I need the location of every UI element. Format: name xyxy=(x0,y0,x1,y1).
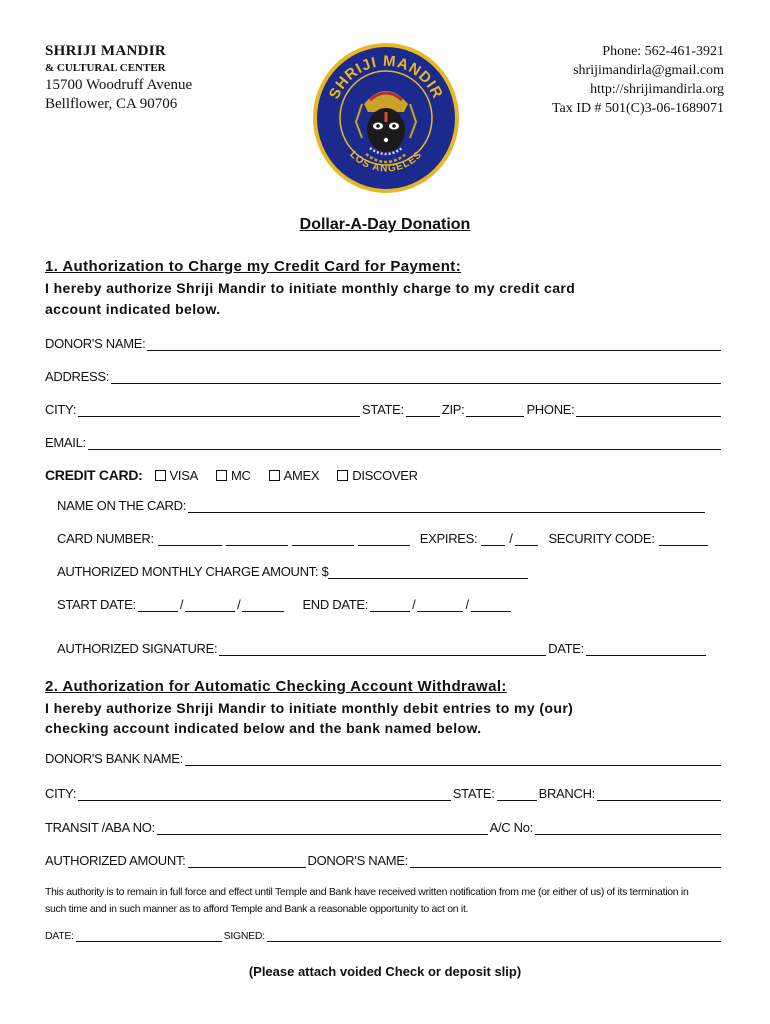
zip-field[interactable] xyxy=(466,404,524,417)
org-subtitle: & CULTURAL CENTER xyxy=(45,62,166,74)
bank-state-label: STATE: xyxy=(452,786,495,801)
signature-date-label: DATE: xyxy=(548,641,584,656)
section1-heading: 1. Authorization to Charge my Credit Card for Payment: xyxy=(45,258,462,275)
attach-check-note: (Please attach voided Check or deposit slip) xyxy=(248,964,522,979)
section1-text-line1: I hereby authorize Shriji Mandir to initiate monthly charge to my credit card xyxy=(45,280,576,296)
visa-label: VISA xyxy=(169,467,198,483)
bank-donor-name-label: DONOR'S NAME: xyxy=(307,853,408,868)
monthly-amount-label: AUTHORIZED MONTHLY CHARGE AMOUNT: $ xyxy=(57,564,329,579)
ac-no-label: A/C No: xyxy=(489,820,533,835)
discover-checkbox[interactable] xyxy=(337,470,348,481)
credit-card-label: CREDIT CARD: xyxy=(45,467,143,483)
address-field[interactable] xyxy=(111,371,721,384)
name-on-card-row xyxy=(57,498,707,513)
security-code-label: SECURITY CODE: xyxy=(548,531,655,546)
start-date-year-field[interactable] xyxy=(242,599,284,612)
discover-option[interactable] xyxy=(337,468,418,483)
amex-option[interactable] xyxy=(269,468,320,483)
org-address-line2: Bellflower, CA 90706 xyxy=(45,96,178,112)
svg-text:SHRIJI MANDIR: SHRIJI MANDIR xyxy=(325,52,447,102)
mc-checkbox[interactable] xyxy=(216,470,227,481)
bank-city-label: CITY: xyxy=(45,786,77,801)
authority-note-line1: This authority is to remain in full force and effect until Temple and Bank have received written notification from me (or either of us) of its termination in xyxy=(45,886,689,898)
signature-field[interactable] xyxy=(219,643,546,656)
address-label: ADDRESS: xyxy=(45,369,110,384)
email-row xyxy=(45,435,723,450)
bank-city-row xyxy=(45,786,723,801)
bank-state-field[interactable] xyxy=(497,788,537,801)
donor-name-label: DONOR'S NAME: xyxy=(45,336,146,351)
city-label: CITY: xyxy=(45,402,77,417)
city-row xyxy=(45,402,723,417)
end-date-month-field[interactable] xyxy=(370,599,410,612)
expires-label: EXPIRES: xyxy=(419,531,478,546)
donor-name-row xyxy=(45,336,723,351)
signature-row xyxy=(57,641,708,656)
credit-card-row xyxy=(45,467,723,483)
authority-note-line2: such time and in such manner as to afford Temple and Bank a reasonable opportunity to act on it. xyxy=(45,903,469,915)
start-date-sep1: / xyxy=(179,597,184,612)
end-date-day-field[interactable] xyxy=(417,599,463,612)
expires-year-field[interactable] xyxy=(515,533,539,546)
shriji-mandir-logo xyxy=(312,42,460,194)
card-number-field[interactable] xyxy=(158,533,414,546)
visa-option[interactable] xyxy=(155,468,198,483)
name-on-card-label: NAME ON THE CARD: xyxy=(57,498,187,513)
section2-text-line1: I hereby authorize Shriji Mandir to initiate monthly debit entries to my (our) xyxy=(45,700,574,716)
signature-date-field[interactable] xyxy=(586,643,706,656)
phone-label: PHONE: xyxy=(526,402,575,417)
svg-text:LOS ANGELES: LOS ANGELES xyxy=(347,149,425,175)
org-tax-id: Tax ID # 501(C)3-06-1689071 xyxy=(551,101,724,116)
date-signed-row xyxy=(45,930,723,942)
start-date-label: START DATE: xyxy=(57,597,136,612)
name-on-card-field[interactable] xyxy=(188,500,705,513)
discover-label: DISCOVER xyxy=(352,467,418,483)
section2-text-line2: checking account indicated below and the bank named below. xyxy=(45,720,482,736)
org-website: http://shrijimandirla.org xyxy=(590,82,724,97)
start-date-month-field[interactable] xyxy=(138,599,178,612)
security-code-field[interactable] xyxy=(659,533,708,546)
transit-field[interactable] xyxy=(157,822,488,835)
start-date-day-field[interactable] xyxy=(185,599,235,612)
auth-amount-label: AUTHORIZED AMOUNT: xyxy=(45,853,186,868)
bank-donor-name-field[interactable] xyxy=(410,855,721,868)
end-date-sep2: / xyxy=(465,597,469,612)
city-field[interactable] xyxy=(78,404,360,417)
final-date-label: DATE: xyxy=(45,930,74,942)
state-field[interactable] xyxy=(406,404,440,417)
auth-amount-field[interactable] xyxy=(188,855,306,868)
start-date-sep2: / xyxy=(237,597,241,612)
end-date-sep1: / xyxy=(412,597,416,612)
org-phone: Phone: 562-461-3921 xyxy=(602,44,724,59)
bank-city-field[interactable] xyxy=(78,788,451,801)
transit-row xyxy=(45,820,723,835)
org-email: shrijimandirla@gmail.com xyxy=(573,63,724,78)
signed-label: SIGNED: xyxy=(223,930,265,942)
signature-label: AUTHORIZED SIGNATURE: xyxy=(57,641,218,656)
document-title: Dollar-A-Day Donation xyxy=(299,216,471,233)
card-number-label: CARD NUMBER: xyxy=(57,531,154,546)
signed-field[interactable] xyxy=(267,931,721,942)
end-date-year-field[interactable] xyxy=(471,599,511,612)
mc-option[interactable] xyxy=(216,468,251,483)
amex-checkbox[interactable] xyxy=(269,470,280,481)
zip-label: ZIP: xyxy=(441,402,465,417)
section1-text-line2: account indicated below. xyxy=(45,301,221,317)
donor-name-field[interactable] xyxy=(147,338,721,351)
email-label: EMAIL: xyxy=(45,435,86,450)
address-row xyxy=(45,369,723,384)
state-label: STATE: xyxy=(362,402,404,417)
card-number-row xyxy=(57,531,712,546)
auth-amount-row xyxy=(45,853,723,868)
transit-label: TRANSIT /ABA NO: xyxy=(45,820,155,835)
section2-heading: 2. Authorization for Automatic Checking Account Withdrawal: xyxy=(45,678,507,695)
bank-name-label: DONOR'S BANK NAME: xyxy=(45,751,183,766)
expires-month-field[interactable] xyxy=(481,533,505,546)
ac-no-field[interactable] xyxy=(535,822,721,835)
monthly-amount-field[interactable] xyxy=(328,566,528,579)
bank-name-row xyxy=(45,751,723,766)
start-end-date-row xyxy=(57,597,513,612)
org-name: SHRIJI MANDIR xyxy=(45,43,166,59)
org-address-line1: 15700 Woodruff Avenue xyxy=(45,77,193,93)
branch-label: BRANCH: xyxy=(538,786,595,801)
email-field[interactable] xyxy=(88,437,721,450)
end-date-label: END DATE: xyxy=(302,597,369,612)
branch-field[interactable] xyxy=(597,788,721,801)
amex-label: AMEX xyxy=(283,467,320,483)
expires-separator: / xyxy=(509,531,513,546)
mc-label: MC xyxy=(230,467,251,483)
visa-checkbox[interactable] xyxy=(155,470,166,481)
bank-name-field[interactable] xyxy=(185,753,721,766)
final-date-field[interactable] xyxy=(76,931,222,942)
phone-field[interactable] xyxy=(576,404,721,417)
monthly-amount-row xyxy=(57,564,530,579)
